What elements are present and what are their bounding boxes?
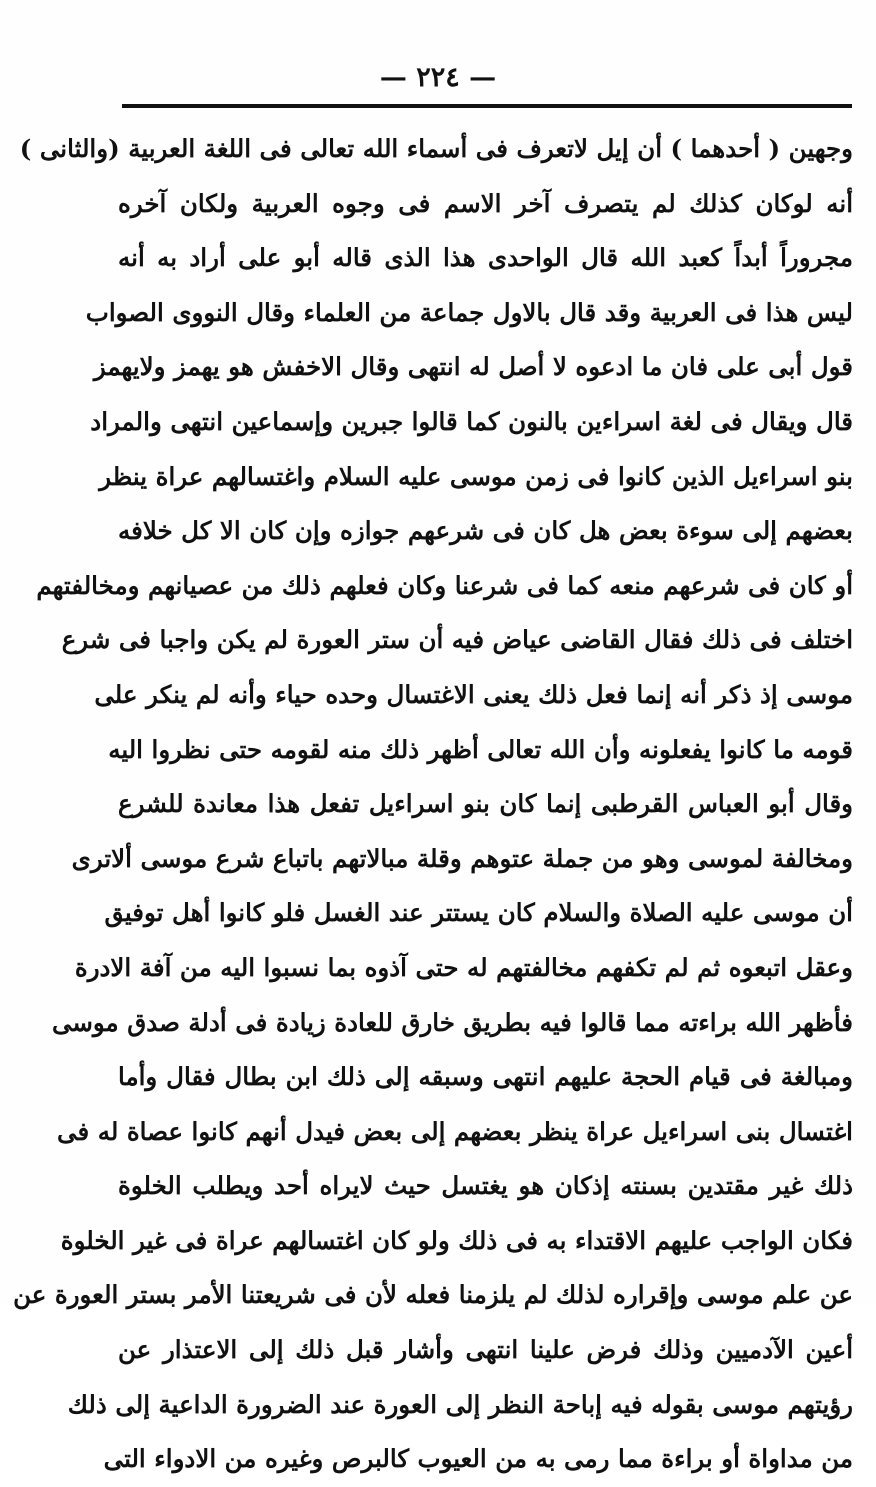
text-line: رؤيتهم موسى بقوله فيه إباحة النظر إلى العورة عند الضرورة الداعية إلى ذلك [67, 1389, 853, 1419]
text-line: قال ويقال فى لغة اسراءين بالنون كما قالوا جبرين وإسماعين انتهى والمراد [90, 406, 853, 436]
text-line: عن علم موسى وإقراره لذلك لم يلزمنا فعله لأن فى شريعتنا الأمر بستر العورة عن [13, 1280, 853, 1310]
header-rule [122, 104, 852, 108]
text-line: اغتسال بنى اسراءيل عراة ينظر بعضهم إلى بعض فيدل أنهم كانوا عصاة له فى [57, 1116, 853, 1146]
text-line: فكان الواجب عليهم الاقتداء به فى ذلك ولو كان اغتسالهم عراة فى غير الخلوة [60, 1225, 853, 1255]
text-line: ومبالغة فى قيام الحجة عليهم انتهى وسبقه إلى ذلك ابن بطال فقال وأما [118, 1062, 853, 1092]
text-line: ليس هذا فى العربية وقد قال بالاول جماعة من العلماء وقال النووى الصواب [85, 297, 853, 327]
text-line: أنه لوكان كذلك لم يتصرف آخر الاسم فى وجوه العربية ولكان آخره [118, 188, 853, 218]
text-line: أعين الآدميين وذلك فرض علينا انتهى وأشار قبل ذلك إلى الاعتذار عن [118, 1335, 853, 1365]
text-line: بعضهم إلى سوءة بعض هل كان فى شرعهم جوازه وإن كان الا كل خلافه [118, 516, 853, 546]
text-line: ومخالفة لموسى وهو من جملة عتوهم وقلة مبالاتهم باتباع شرع موسى ألاترى [71, 843, 853, 873]
text-line: فأظهر الله براءته مما قالوا فيه بطريق خارق للعادة زيادة فى أدلة صدق موسى [51, 1007, 853, 1037]
text-line: قول أبى على فان ما ادعوه لا أصل له انتهى وقال الاخفش هو يهمز ولايهمز [93, 352, 853, 382]
text-line: وقال أبو العباس القرطبى إنما كان بنو اسراءيل تفعل هذا معاندة للشرع [118, 789, 853, 819]
text-line: أو كان فى شرعهم منعه كما فى شرعنا وكان فعلهم ذلك من عصيانهم ومخالفتهم [36, 570, 853, 600]
text-line: بنو اسراءيل الذين كانوا فى زمن موسى عليه السلام واغتسالهم عراة ينظر [99, 461, 853, 491]
text-line: اختلف فى ذلك فقال القاضى عياض فيه أن ستر العورة لم يكن واجبا فى شرع [61, 625, 853, 655]
text-line: موسى إذ ذكر أنه إنما فعل ذلك يعنى الاغتسال وحده حياء وأنه لم ينكر على [94, 679, 853, 709]
text-line: وعقل اتبعوه ثم لم تكفهم مخالفتهم له حتى آذوه بما نسبوا اليه من آفة الادرة [74, 952, 853, 982]
body-text [13, 122, 853, 1487]
text-line: قومه ما كانوا يفعلونه وأن الله تعالى أظهر ذلك منه لقومه حتى نظروا اليه [108, 734, 853, 764]
text-line: أن موسى عليه الصلاة والسلام كان يستتر عند الغسل فلو كانوا أهل توفيق [104, 898, 853, 928]
text-line: ذلك غير مقتدين بسنته إذكان هو يغتسل حيث لايراه أحد ويطلب الخلوة [118, 1171, 853, 1201]
text-line: من مداواة أو براءة مما رمى به من العيوب كالبرص وغيره من الادواء التى [103, 1444, 853, 1474]
page-number: — ٢٢٤ — [379, 62, 497, 93]
text-line: وجهين ( أحدهما ) أن إيل لاتعرف فى أسماء الله تعالى فى اللغة العربية (والثانى ) [19, 134, 853, 163]
text-line: مجروراً أبداً كعبد الله قال الواحدى هذا الذى قاله أبو على أراد به أنه [118, 243, 853, 273]
